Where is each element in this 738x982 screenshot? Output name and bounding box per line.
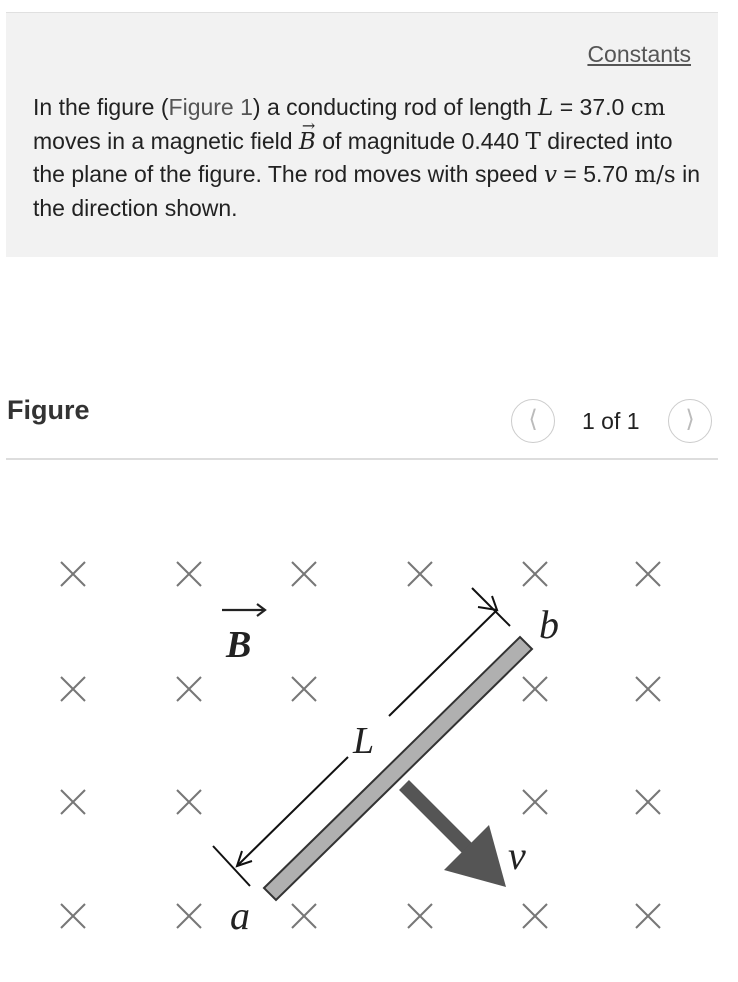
field-cross-mark [292,677,316,701]
figure-pager: 1 of 1 [582,408,640,434]
field-cross-mark [636,677,660,701]
problem-text-2: ) a conducting rod of length [252,94,539,120]
unit-tesla: T [525,128,541,155]
length-L-label: L [353,720,375,762]
field-cross-mark [61,904,85,928]
constants-link[interactable]: Constants [587,41,691,67]
field-cross-mark [523,790,547,814]
field-cross-mark [523,677,547,701]
field-cross-mark [292,904,316,928]
field-cross-mark [61,677,85,701]
velocity-v-label: v [508,833,526,878]
endpoint-a-label: a [230,893,250,938]
field-cross-mark [636,562,660,586]
figure-link[interactable]: Figure 1 [168,94,253,120]
velocity-arrow [404,785,506,887]
field-cross-mark [408,904,432,928]
field-cross-mark [61,562,85,586]
chevron-right-icon: ⟩ [685,406,695,433]
unit-cm: cm [630,95,666,121]
field-cross-mark [523,562,547,586]
chevron-left-icon: ⟨ [528,406,538,433]
field-cross-mark [177,562,201,586]
field-cross-mark [61,790,85,814]
problem-text-1: In the figure ( [33,94,169,120]
problem-text-3: = 37.0 [553,94,631,120]
field-cross-mark [177,904,201,928]
field-vector-symbol: → B [299,126,316,159]
field-cross-mark [292,562,316,586]
field-B-label: B [226,624,252,666]
field-cross-mark [636,790,660,814]
problem-text-6: directed into the plane of the figure. The rod moves with speed [33,127,673,187]
endpoint-b-label: b [539,602,559,647]
problem-text-5: of magnitude 0.440 [315,127,526,154]
field-cross-mark [177,790,201,814]
field-cross-mark [636,904,660,928]
figure-heading: Figure [7,395,90,425]
field-cross-mark [523,904,547,928]
problem-text-7: = 5.70 [557,161,635,187]
speed-symbol: v [544,162,557,188]
length-symbol: L [538,95,554,121]
field-cross-mark [408,562,432,586]
problem-text-8: in the direction shown. [33,161,701,221]
problem-text-4: moves in a magnetic field [33,127,299,154]
field-cross-mark [177,677,201,701]
field-vector-arrow [222,604,265,616]
unit-m-per-s: m/s [634,162,676,188]
